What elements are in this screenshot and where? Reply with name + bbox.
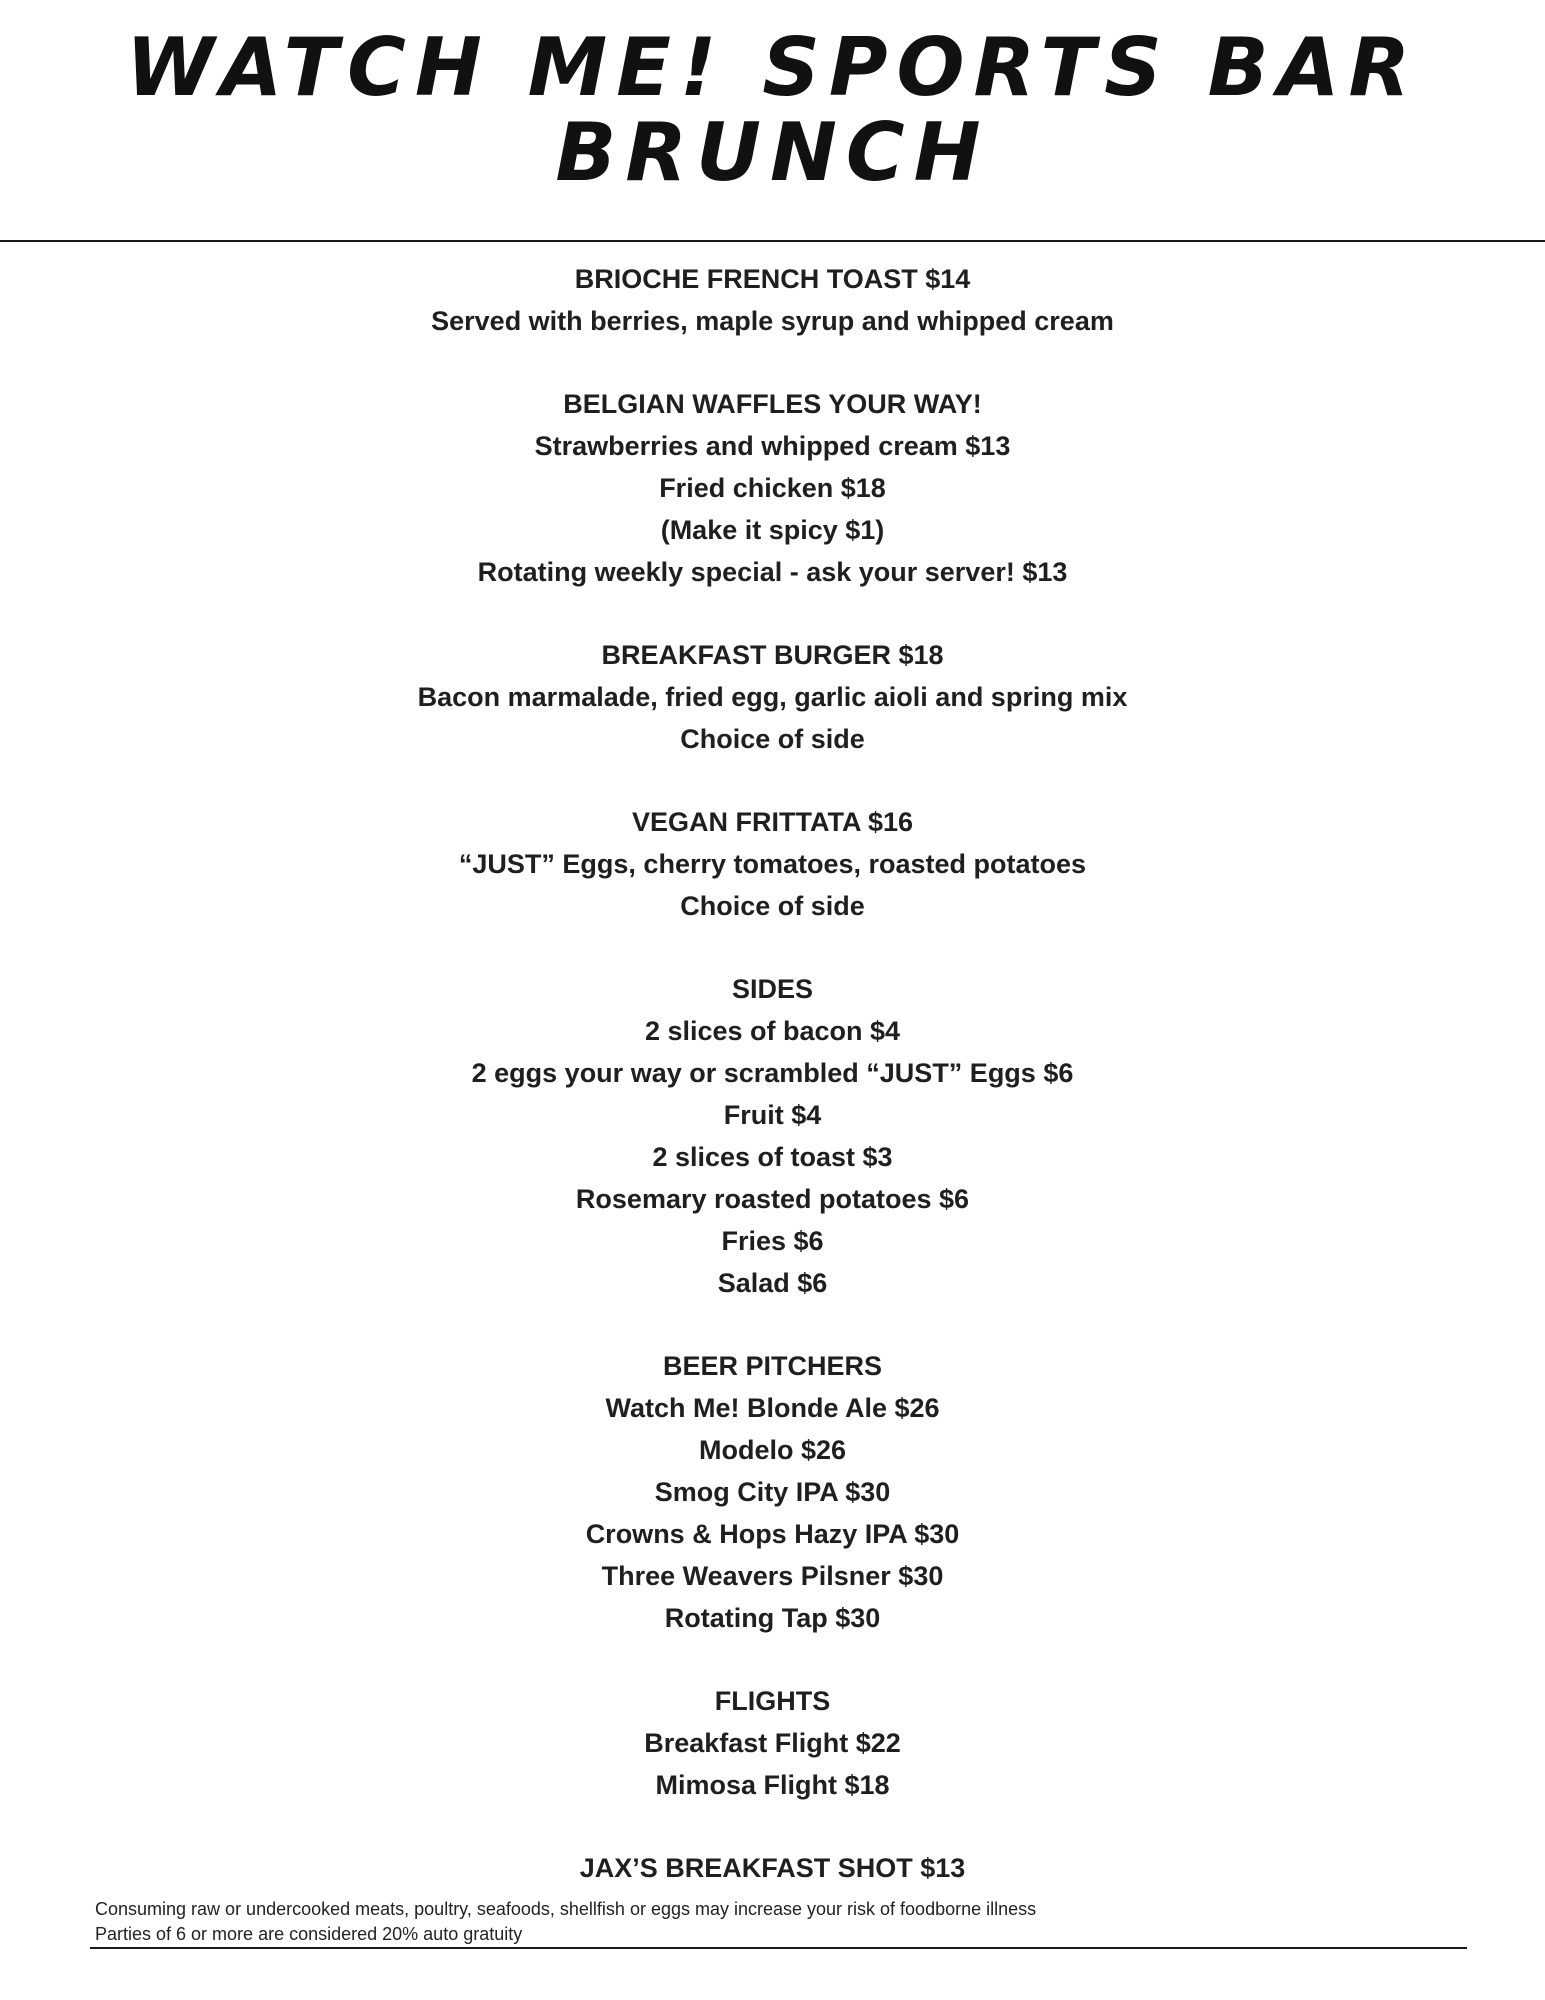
menu-item-line: (Make it spicy $1) bbox=[660, 515, 885, 545]
menu-section bbox=[0, 1847, 1545, 1889]
menu-item-heading: BREAKFAST BURGER $18 bbox=[601, 640, 944, 670]
menu-item-line: Three Weavers Pilsner $30 bbox=[601, 1561, 944, 1591]
menu-item-line: Smog City IPA $30 bbox=[654, 1477, 891, 1507]
menu-item-line: Choice of side bbox=[680, 891, 865, 921]
menu-item-line: “JUST” Eggs, cherry tomatoes, roasted potatoes bbox=[458, 849, 1087, 879]
page-title-line-1: WATCH ME! SPORTS BAR bbox=[125, 21, 1420, 114]
menu-item-line: 2 eggs your way or scrambled “JUST” Eggs $6 bbox=[471, 1058, 1074, 1088]
menu-item-line: Fruit $4 bbox=[723, 1100, 822, 1130]
menu-item-line: Choice of side bbox=[680, 724, 865, 754]
menu-item-line: 2 slices of toast $3 bbox=[652, 1142, 893, 1172]
menu-item-line: Watch Me! Blonde Ale $26 bbox=[605, 1393, 940, 1423]
menu-item-heading: FLIGHTS bbox=[714, 1686, 831, 1716]
menu-section bbox=[0, 383, 1545, 593]
menu-body bbox=[0, 258, 1545, 1930]
menu-item-line: Fried chicken $18 bbox=[659, 473, 886, 503]
menu-item-line: Rotating weekly special - ask your server! $13 bbox=[477, 557, 1068, 587]
menu-item-line: Mimosa Flight $18 bbox=[655, 1770, 890, 1800]
bottom-divider bbox=[90, 1947, 1467, 1949]
menu-item-line: Served with berries, maple syrup and whipped cream bbox=[431, 306, 1114, 336]
menu-item-line: Fries $6 bbox=[721, 1226, 824, 1256]
menu-item-line: Crowns & Hops Hazy IPA $30 bbox=[585, 1519, 960, 1549]
footer bbox=[95, 1897, 1036, 1947]
menu-item-line: Rosemary roasted potatoes $6 bbox=[575, 1184, 970, 1214]
menu-item-heading: SIDES bbox=[731, 974, 814, 1004]
menu-section bbox=[0, 968, 1545, 1304]
food-safety-disclaimer: Consuming raw or undercooked meats, poultry, seafoods, shellfish or eggs may increase your risk of foodborne illness bbox=[95, 1899, 1037, 1919]
menu-item-line: Bacon marmalade, fried egg, garlic aioli and spring mix bbox=[417, 682, 1128, 712]
menu-item-heading: VEGAN FRITTATA $16 bbox=[631, 807, 914, 837]
menu-section bbox=[0, 634, 1545, 760]
menu-item-heading: JAX’S BREAKFAST SHOT $13 bbox=[579, 1853, 966, 1883]
menu-section bbox=[0, 1680, 1545, 1806]
menu-item-heading: BEER PITCHERS bbox=[662, 1351, 883, 1381]
menu-section bbox=[0, 1345, 1545, 1639]
top-divider bbox=[0, 240, 1545, 242]
menu-item-line: Modelo $26 bbox=[698, 1435, 847, 1465]
menu-section bbox=[0, 258, 1545, 342]
menu-item-line: Strawberries and whipped cream $13 bbox=[534, 431, 1011, 461]
menu-section bbox=[0, 801, 1545, 927]
menu-item-line: Breakfast Flight $22 bbox=[644, 1728, 901, 1758]
menu-item-line: 2 slices of bacon $4 bbox=[644, 1016, 901, 1046]
menu-item-line: Salad $6 bbox=[717, 1268, 828, 1298]
page-title-line-2: BRUNCH bbox=[555, 106, 990, 199]
menu-item-heading: BRIOCHE FRENCH TOAST $14 bbox=[574, 264, 971, 294]
menu-item-line: Rotating Tap $30 bbox=[664, 1603, 881, 1633]
gratuity-notice: Parties of 6 or more are considered 20% auto gratuity bbox=[95, 1924, 523, 1944]
menu-item-heading: BELGIAN WAFFLES YOUR WAY! bbox=[563, 389, 982, 419]
